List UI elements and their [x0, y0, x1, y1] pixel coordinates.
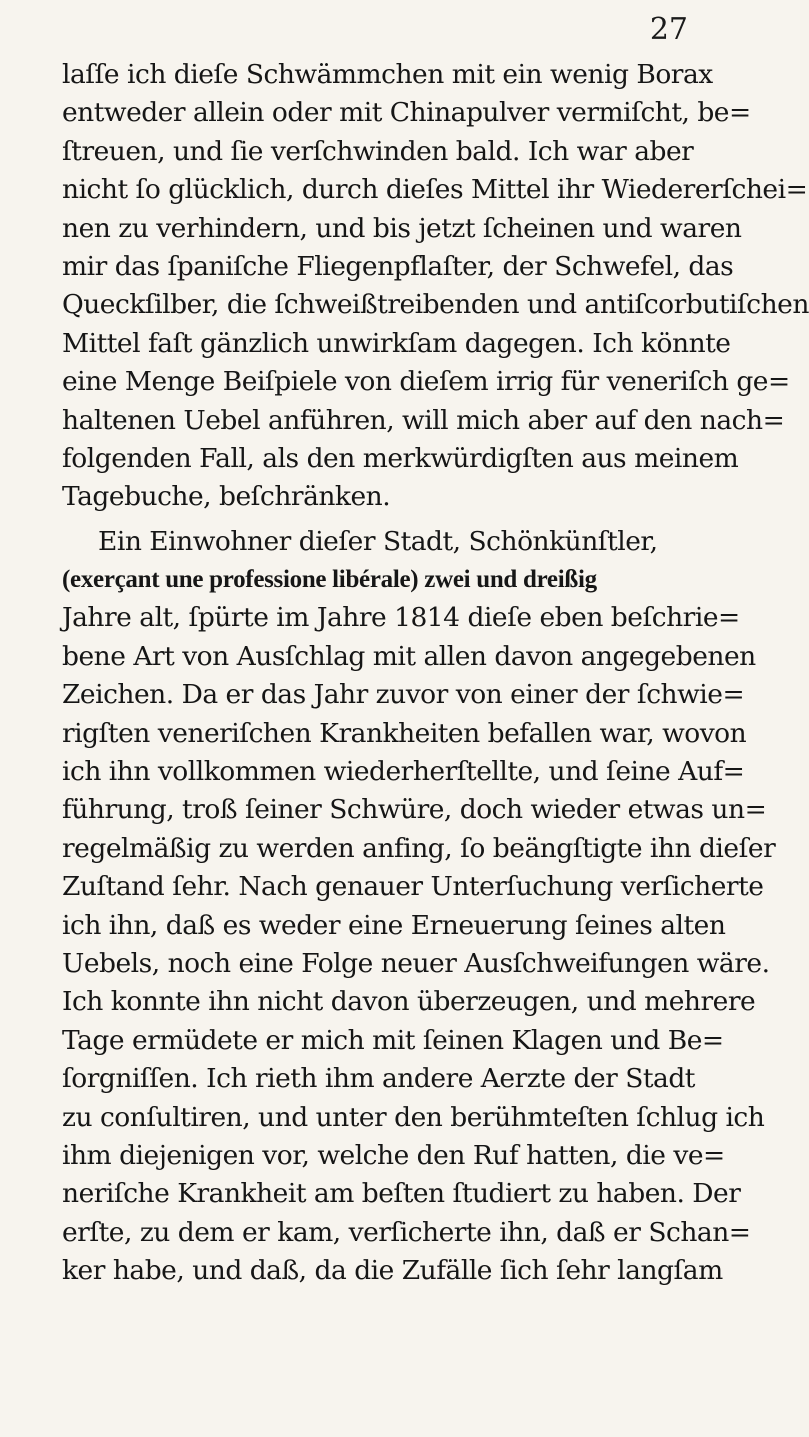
text-line: Uebels, noch eine Folge neuer Ausſchweifungen wäre. [62, 947, 770, 979]
text-line: nicht ſo glücklich, durch dieſes Mittel ihr Wiedererſchei= [62, 174, 808, 206]
paragraph-2 [62, 523, 776, 1291]
text-line: haltenen Uebel anführen, will mich aber auf den nach= [62, 404, 785, 436]
text-line: ſtreuen, und ſie verſchwinden bald. Ich war aber [62, 135, 694, 167]
page-number: 27 [649, 12, 688, 47]
text-line: Zuſtand ſehr. Nach genauer Unterſuchung verſicherte [62, 871, 764, 903]
text-line: Zeichen. Da er das Jahr zuvor von einer der ſchwie= [62, 679, 745, 711]
text-line: erſte, zu dem er kam, verſicherte ihn, daß er Schan= [62, 1216, 751, 1248]
text-line: Jahre alt, ſpürte im Jahre 1814 dieſe eben beſchrie= [62, 602, 740, 634]
text-line: mir das ſpaniſche Fliegenpflaſter, der Schwefel, das [62, 250, 734, 282]
text-line: Mittel faſt gänzlich unwirkſam dagegen. Ich könnte [62, 327, 731, 359]
text-line: ihm diejenigen vor, welche den Ruf hatten, die ve= [62, 1139, 725, 1171]
latin-text-line: (exerçant une professione libérale) zwei und dreißig [62, 566, 597, 594]
text-line: Ich konnte ihn nicht davon überzeugen, und mehrere [62, 986, 756, 1018]
text-line: entweder allein oder mit Chinapulver vermiſcht, be= [62, 97, 751, 129]
text-line: ker habe, und daß, da die Zufälle ſich ſehr langſam [62, 1255, 723, 1287]
text-line: ich ihn vollkommen wiederherſtellte, und ſeine Auf= [62, 756, 745, 788]
text-line: zu conſultiren, und unter den berühmteſten ſchlug ich [62, 1101, 765, 1133]
body-text [62, 56, 809, 1291]
text-line: eine Menge Beiſpiele von dieſem irrig für veneriſch ge= [62, 366, 790, 398]
text-line: ſorgniſſen. Ich rieth ihm andere Aerzte der Stadt [62, 1063, 695, 1095]
text-line: neriſche Krankheit am beſten ſtudiert zu haben. Der [62, 1178, 741, 1210]
text-line: Tage ermüdete er mich mit ſeinen Klagen und Be= [62, 1024, 724, 1056]
text-line: bene Art von Ausſchlag mit allen davon angegebenen [62, 640, 756, 672]
paragraph-1 [62, 56, 809, 517]
text-line: Queckſilber, die ſchweißtreibenden und antiſcorbutiſchen [62, 289, 809, 321]
text-line: laſſe ich dieſe Schwämmchen mit ein wenig Borax [62, 59, 713, 90]
text-line: führung, troß ſeiner Schwüre, doch wieder etwas un= [62, 794, 767, 826]
text-line: rigſten veneriſchen Krankheiten befallen war, wovon [62, 717, 747, 749]
text-line: nen zu verhindern, und bis jetzt ſcheinen und waren [62, 212, 742, 244]
text-line: Tagebuche, beſchränken. [62, 481, 391, 513]
text-line: ich ihn, daß es weder eine Erneuerung ſeines alten [62, 909, 726, 941]
text-line: Ein Einwohner dieſer Stadt, Schönkünſtler, [98, 525, 658, 557]
text-line: regelmäßig zu werden anfing, ſo beängſtigte ihn dieſer [62, 832, 776, 864]
text-line: folgenden Fall, als den merkwürdigſten aus meinem [62, 442, 739, 474]
